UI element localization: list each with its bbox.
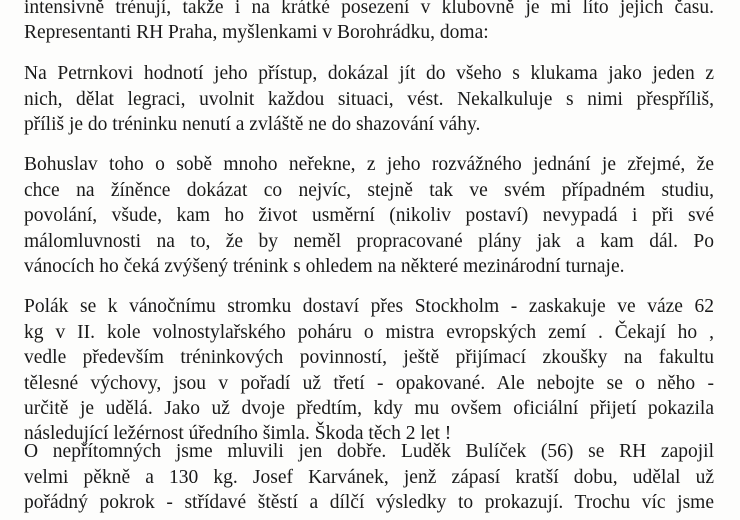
text-line: určitě je udělá. Jako už dvoje předtím, kdy mu ovšem oficiální přijetí pokazila xyxy=(24,398,714,419)
text-line: O nepřítomných jsme mluvili jen dobře. Luděk Bulíček (56) se RH zapojil xyxy=(24,441,714,462)
text-line: vánocích ho čeká zvýšený trénink s ohledem na některé mezinárodní turnaje. xyxy=(24,256,625,277)
text-line: povolání, všude, kam ho život usměrní (nikoliv postaví) nevypadá i při své xyxy=(24,205,714,226)
text-line: vedle především tréninkových povinností, ještě přijímací zkoušky na fakultu xyxy=(24,347,714,368)
text-line: intensivně trénují, takže i na krátké posezení v klubovně je mi líto jejich času. xyxy=(24,0,714,18)
text-line: Bohuslav toho o sobě mnoho neřekne, z jeho rozvážného jednání je zřejmé, že xyxy=(24,154,714,175)
text-line: velmi pěkně a 130 kg. Josef Karvánek, jenž zápasí kratší dobu, udělal už xyxy=(24,467,714,488)
text-line: následující ležérnost úředního šimla. Škoda těch 2 let ! xyxy=(24,423,452,444)
text-line: Polák se k vánočnímu stromku dostaví přes Stockholm - zaskakuje ve váze 62 xyxy=(24,296,714,317)
text-line: málomluvnosti na to, že by neměl propracované plány jak a kam dál. Po xyxy=(24,231,714,252)
text-line: příliš je do tréninku nenutí a zvláště ne do shazování váhy. xyxy=(24,114,481,135)
text-line: pořádný pokrok - střídavé štěstí a dílčí výsledky to prokazují. Trochu víc jsme xyxy=(24,492,714,513)
text-line: kg v II. kole volnostylařského poháru o mistra evropských zemí . Čekají ho , xyxy=(24,322,714,343)
text-line: tělesné výchovy, jsou v pořadí už třetí - opakované. Ale nebojte se o něho - xyxy=(24,373,714,394)
text-line: chce na žíněnce dokázat co nejvíc, stejně tak ve svém případném studiu, xyxy=(24,180,714,201)
text-line: Na Petrnkovi hodnotí jeho přístup, dokázal jít do všeho s klukama jako jeden z xyxy=(24,63,714,84)
text-line: nich, dělat legraci, uvolnit každou situaci, vést. Nekalkuluje s nimi přespříliš, xyxy=(24,89,714,110)
text-line: Representanti RH Praha, myšlenkami v Borohrádku, doma: xyxy=(24,22,489,43)
